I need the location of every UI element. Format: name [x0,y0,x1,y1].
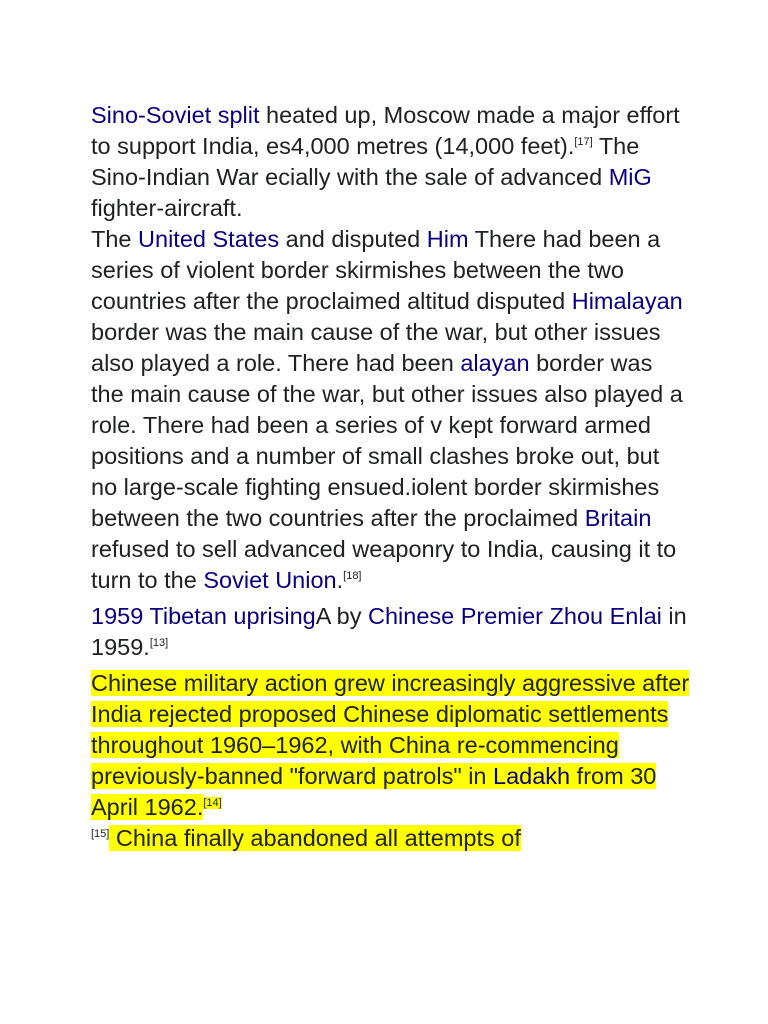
link-united-states[interactable]: United States [138,226,280,252]
link-soviet-union[interactable]: Soviet Union [203,567,337,593]
link-mig[interactable]: MiG [608,164,652,190]
text-run: A by [315,603,368,629]
citation-18[interactable]: [18] [343,570,362,583]
text-run: and disputed [279,226,427,252]
link-britain[interactable]: Britain [584,505,652,531]
link-alayan[interactable]: alayan [460,350,530,376]
citation-14[interactable]: [14] [203,797,222,810]
text-run: refused to sell advanced weaponry to India, causing it to turn to the [91,536,677,593]
link-himalayan[interactable]: Himalayan [571,288,683,314]
link-1959-tibetan-uprising[interactable]: 1959 Tibetan uprising [91,603,316,629]
text-run: in 1959. [91,603,687,660]
text-run: The [91,226,139,252]
text-run: There had been a series of violent border skirmishes between the two countries after the proclaimed altitud disputed [91,226,661,314]
paragraph-3-highlighted [91,668,691,854]
text-run: fighter-aircraft. [91,195,243,221]
highlight-run: Chinese military action grew increasingly aggressive after India rejected proposed Chinese diplomatic settlements throughout 1960–1962, with China re-commencing previously-banned "forward patrols" in [91,670,690,789]
link-sino-soviet-split[interactable]: Sino-Soviet split [91,102,260,128]
link-zhou-enlai[interactable]: Chinese Premier Zhou Enlai [367,603,662,629]
text-run: border was the main cause of the war, but other issues also played a role. There had been a series of v kept forward armed positions and a number of small clashes broke out, but no large-scale fighting ensued.iolent border skirmishes between the two countries after the proclaimed [91,350,683,531]
highlight-run: China finally abandoned all attempts of [109,825,521,851]
paragraph-1 [91,100,691,596]
link-him[interactable]: Him [426,226,469,252]
citation-17[interactable]: [17] [574,136,593,149]
citation-15[interactable]: [15] [91,828,110,841]
text-run: heated up, Moscow made a major effort to support India, es4,000 metres (14,000 feet). [91,102,680,159]
paragraph-2 [91,601,691,663]
citation-13[interactable]: [13] [149,637,169,650]
highlight-run: from 30 April 1962. [91,763,657,820]
link-ladakh[interactable]: Ladakh [493,763,571,789]
text-run: border was the main cause of the war, but other issues also played a role. There had been [91,319,661,376]
document-body [91,100,691,854]
text-run: . [336,567,344,593]
text-run: The Sino-Indian War ecially with the sale of advanced [91,133,640,190]
